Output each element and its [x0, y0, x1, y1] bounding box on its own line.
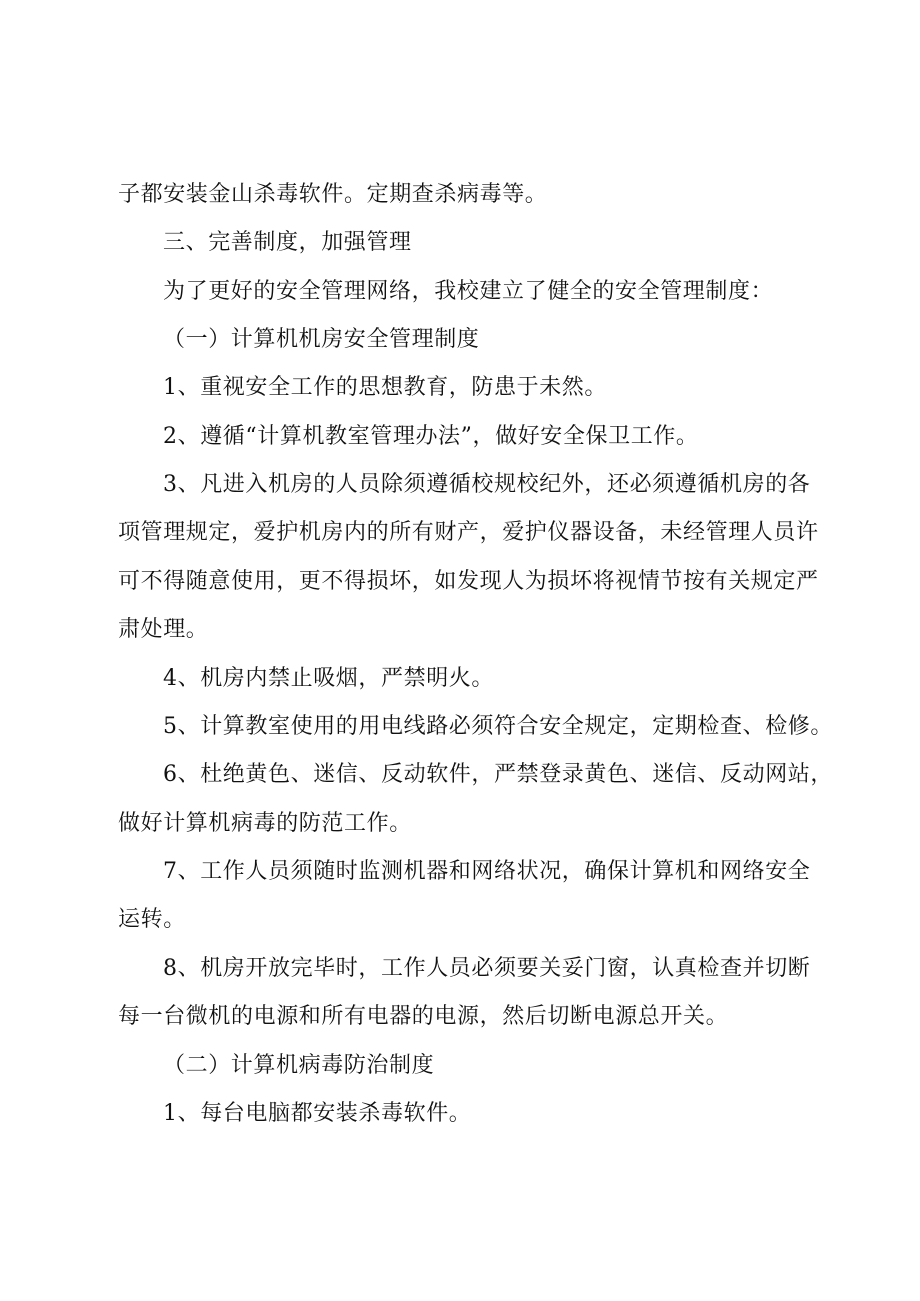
list-item-continuation: 做好计算机病毒的防范工作。	[118, 811, 412, 836]
subsection-heading: （一）计算机机房安全管理制度	[163, 327, 480, 352]
list-item: 7、工作人员须随时监测机器和网络状况，确保计算机和网络安全	[163, 859, 811, 884]
subsection-heading: （二）计算机病毒防治制度	[163, 1053, 435, 1078]
body-text-line: 子都安装金山杀毒软件。定期查杀病毒等。	[118, 182, 548, 207]
list-item: 2、遵循“计算机教室管理办法”，做好安全保卫工作。	[163, 424, 699, 449]
list-item-continuation: 项管理规定，爱护机房内的所有财产，爱护仪器设备，未经管理人员许	[118, 520, 819, 545]
section-heading: 三、完善制度，加强管理	[163, 230, 412, 255]
list-item: 6、杜绝黄色、迷信、反动软件，严禁登录黄色、迷信、反动网站，	[163, 762, 833, 787]
list-item: 3、凡进入机房的人员除须遵循校规校纪外，还必须遵循机房的各	[163, 472, 811, 497]
list-item-continuation: 每一台微机的电源和所有电器的电源，然后切断电源总开关。	[118, 1004, 729, 1029]
list-item: 8、机房开放完毕时，工作人员必须要关妥门窗，认真检查并切断	[163, 956, 811, 981]
list-item-continuation: 运转。	[118, 907, 186, 932]
list-item-continuation: 可不得随意使用，更不得损坏，如发现人为损坏将视情节按有关规定严	[118, 569, 819, 594]
list-item: 1、重视安全工作的思想教育，防患于未然。	[163, 375, 607, 400]
list-item-continuation: 肃处理。	[118, 617, 209, 642]
list-item: 1、每台电脑都安装杀毒软件。	[163, 1101, 472, 1126]
list-item: 5、计算教室使用的用电线路必须符合安全规定，定期检查、检修。	[163, 714, 833, 739]
body-text-line: 为了更好的安全管理网络，我校建立了健全的安全管理制度：	[163, 279, 774, 304]
list-item: 4、机房内禁止吸烟，严禁明火。	[163, 666, 494, 691]
